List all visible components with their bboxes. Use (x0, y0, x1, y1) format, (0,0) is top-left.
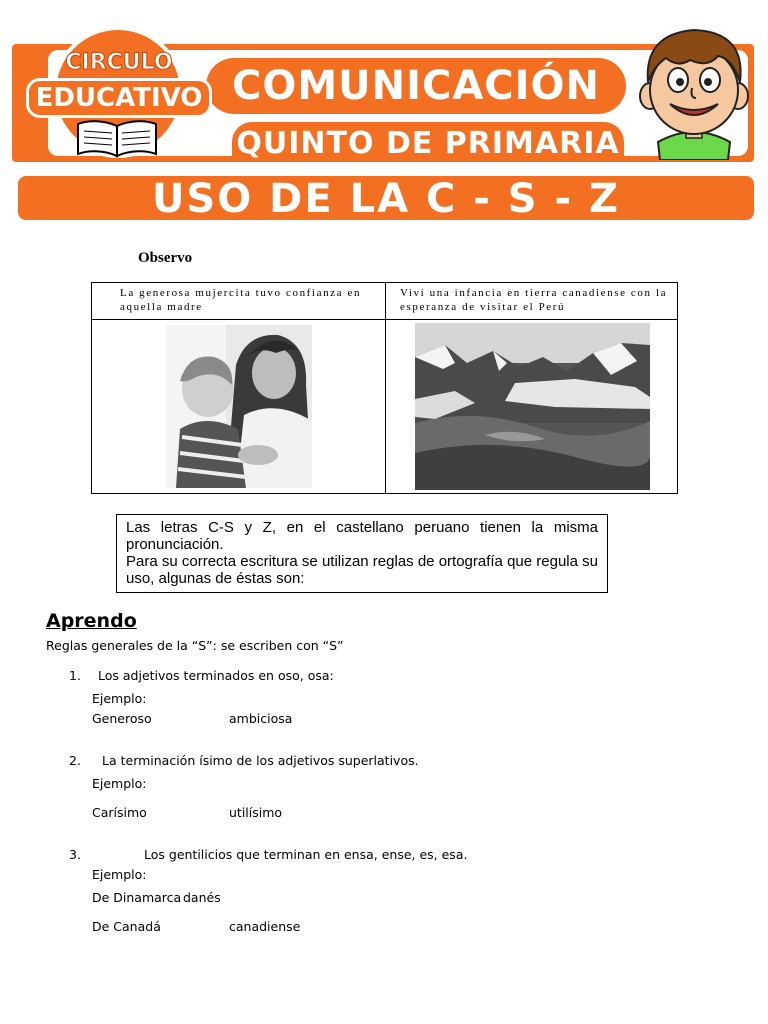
cartoon-boy-icon (634, 22, 754, 160)
rule-1-example-a: Generoso (92, 711, 152, 726)
subject-title: COMUNICACIÓN (206, 58, 626, 114)
book-icon (74, 118, 160, 158)
aprendo-heading: Aprendo (46, 610, 137, 632)
rule-3-example-2a: De Canadá (92, 919, 161, 934)
observo-heading: Observo (138, 250, 193, 266)
table-column-divider (385, 283, 386, 493)
rule-2-example-label: Ejemplo: (92, 776, 147, 791)
rule-3-example-2b: canadiense (229, 919, 301, 934)
logo-text-educativo: EDUCATIVO (26, 78, 212, 118)
rule-3-example-1a: De Dinamarca (92, 890, 182, 905)
circulo-educativo-logo (34, 26, 204, 162)
info-text-2: Para su correcta escritura se utilizan reglas de ortografía que regula su uso, algunas de éstas son: (126, 553, 598, 587)
logo-text-circulo: CIRCULO (65, 50, 173, 75)
rule-1-text: Los adjetivos terminados en oso, osa: (98, 668, 334, 683)
info-box (116, 514, 608, 593)
grade-title: QUINTO DE PRIMARIA (232, 122, 624, 162)
rule-1-example-b: ambiciosa (229, 711, 293, 726)
rule-1-number: 1. (69, 668, 81, 683)
rule-2-text: La terminación ísimo de los adjetivos superlativos. (102, 753, 419, 768)
mountain-landscape-photo (415, 323, 650, 490)
caption-right: Viví una infancia en tierra canadiense con la esperanza de visitar el Perú (400, 287, 668, 313)
rule-1-example-label: Ejemplo: (92, 691, 147, 706)
page-title: USO DE LA C - S - Z (18, 176, 754, 220)
observo-table (91, 282, 678, 494)
rule-3-example-1b: danés (183, 890, 221, 905)
rule-3-example-label: Ejemplo: (92, 867, 147, 882)
info-text-1: Las letras C-S y Z, en el castellano peruano tienen la misma pronunciación. (126, 519, 598, 553)
table-row-divider (92, 319, 677, 320)
mother-child-photo (166, 325, 312, 488)
rule-3-number: 3. (69, 847, 81, 862)
rule-3-text: Los gentilicios que terminan en ensa, ense, es, esa. (144, 847, 468, 862)
rule-2-number: 2. (69, 753, 81, 768)
rules-intro: Reglas generales de la “S”: se escriben con “S” (46, 638, 344, 653)
rule-2-example-a: Carísimo (92, 805, 147, 820)
rule-2-example-b: utilísimo (229, 805, 283, 820)
caption-left: La generosa mujercita tuvo confianza en aquella madre (120, 287, 362, 313)
